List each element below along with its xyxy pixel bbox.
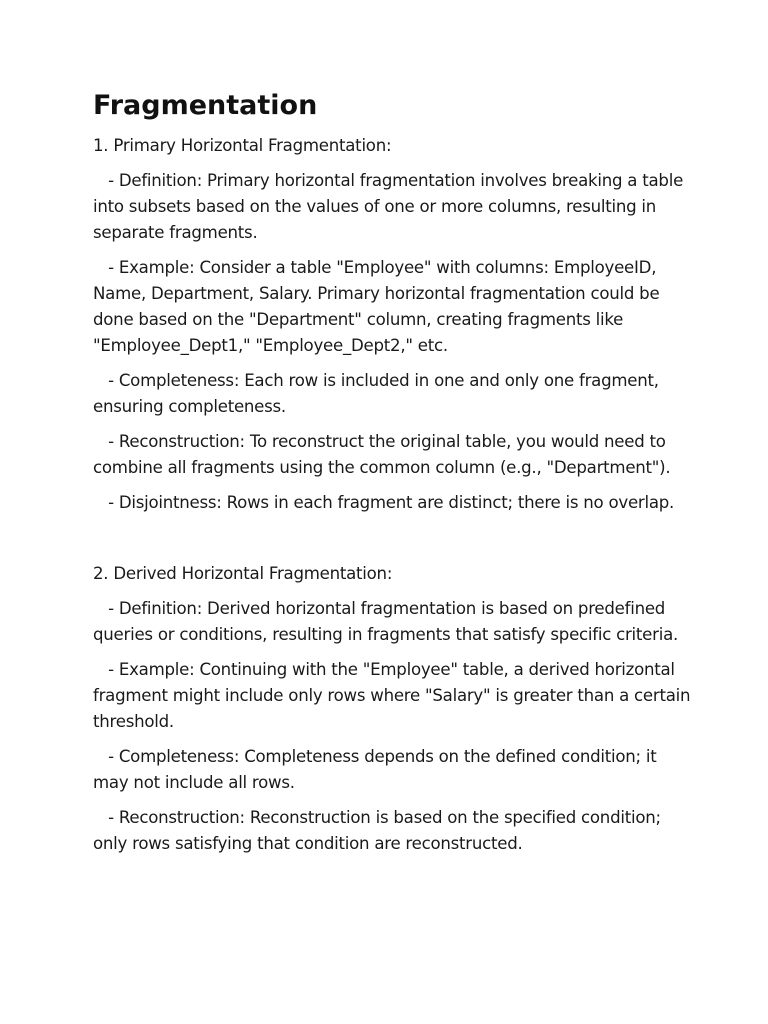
section2-heading: 2. Derived Horizontal Fragmentation:: [93, 564, 393, 583]
section-spacer: [93, 525, 693, 561]
section1-definition: - Definition: Primary horizontal fragmentation involves breaking a table into subsets based on the values of one or more columns, resulting in separate fragments.: [93, 171, 689, 242]
section1-completeness: - Completeness: Each row is included in one and only one fragment, ensuring completeness.: [93, 371, 664, 416]
section2-reconstruction: - Reconstruction: Reconstruction is based on the specified condition; only rows satisfying that condition are reconstructed.: [93, 808, 666, 853]
section1-disjointness: - Disjointness: Rows in each fragment are distinct; there is no overlap.: [93, 493, 675, 512]
section1-reconstruction: - Reconstruction: To reconstruct the original table, you would need to combine all fragments using the common column (e.g., "Department").: [93, 432, 671, 477]
section2-example: - Example: Continuing with the "Employee" table, a derived horizontal fragment might include only rows where "Salary" is greater than a certain threshold.: [93, 660, 696, 731]
page-title: Fragmentation: [93, 90, 318, 121]
document-body: [93, 88, 696, 866]
section2-definition: - Definition: Derived horizontal fragmentation is based on predefined queries or conditions, resulting in fragments that satisfy specific criteria.: [93, 599, 679, 644]
section1-heading: 1. Primary Horizontal Fragmentation:: [93, 136, 392, 155]
section1-example: - Example: Consider a table "Employee" with columns: EmployeeID, Name, Department, Salary. Primary horizontal fragmentation could be done based on the "Department" column, creating fragments like "Employee_Dept1," "Employee_Dept2," etc.: [93, 258, 665, 355]
section2-completeness: - Completeness: Completeness depends on the defined condition; it may not include all rows.: [93, 747, 662, 792]
